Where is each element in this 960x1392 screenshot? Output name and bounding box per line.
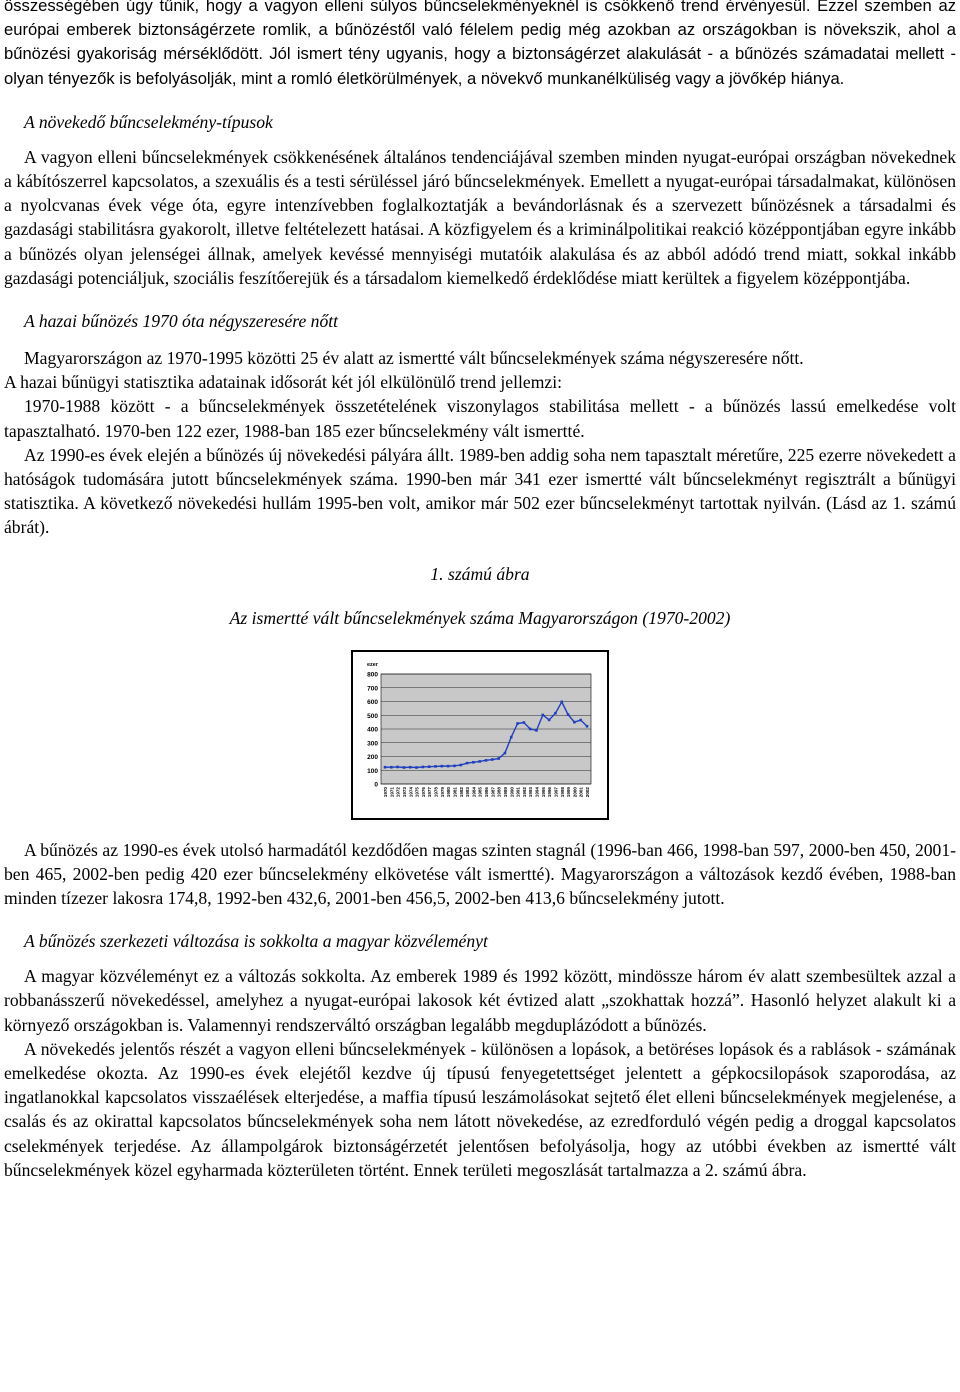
x-tick-label: 1972	[395, 786, 401, 797]
x-tick-label: 1981	[452, 786, 458, 797]
x-tick-label: 1990	[509, 786, 515, 797]
data-point	[548, 718, 551, 721]
x-tick-label: 1997	[553, 786, 559, 797]
data-point	[516, 722, 519, 725]
x-tick-label: 2002	[585, 786, 590, 797]
y-tick-label: 0	[374, 781, 378, 789]
paragraph: 1970-1988 között - a bűncselekmények összetételének viszonylagos stabilitása mellett - a bűnözés lassú emelkedése volt tapasztalható. 1970-ben 122 ezer, 1988-ban 185 ezer bűncselekmény vált ismertté.	[4, 396, 956, 441]
x-tick-label: 1995	[540, 786, 546, 797]
data-point	[579, 718, 582, 721]
data-point	[586, 725, 589, 728]
data-point	[472, 761, 475, 764]
y-tick-label: 800	[367, 671, 378, 679]
data-point	[497, 757, 500, 760]
x-tick-label: 1970	[383, 786, 388, 797]
data-point	[523, 721, 526, 724]
x-tick-label: 1992	[521, 786, 527, 797]
x-tick-label: 1983	[465, 786, 471, 797]
crime-line-chart	[353, 652, 607, 818]
x-tick-label: 1988	[496, 786, 502, 797]
figure-title: Az ismertté vált bűncselekmények száma Magyarországon (1970-2002)	[229, 607, 731, 628]
data-point	[504, 751, 507, 754]
y-tick-label: 300	[367, 739, 378, 747]
x-tick-label: 1982	[458, 786, 464, 797]
x-tick-label: 1973	[401, 786, 407, 797]
data-point	[384, 766, 387, 769]
x-tick-label: 1989	[502, 786, 508, 797]
x-tick-label: 1978	[433, 786, 439, 797]
data-point	[529, 727, 532, 730]
y-tick-label: 200	[367, 753, 378, 761]
data-point	[567, 713, 570, 716]
x-tick-label: 1975	[414, 786, 420, 797]
x-tick-label: 1985	[477, 786, 483, 797]
x-tick-label: 1980	[446, 786, 452, 797]
crime-chart-frame	[351, 650, 609, 820]
x-tick-label: 1987	[490, 786, 496, 797]
x-tick-label: 1986	[484, 786, 489, 797]
paragraph: A bűnözés az 1990-es évek utolsó harmadától kezdődően magas szinten stagnál (1996-ban 466, 1998-ban 597, 2000-ben 450, 2001-ben 465, 2002-ben pedig 420 ezer bűncselekmény elkövetése vált ismertté). Magyarországon a változások kezdő évében, 1988-ban minden tízezer lakosra 174,8, 1992-ben 432,6, 2001-ben 456,5, 2002-ben 413,6 bűncselekmény jutott.	[4, 839, 956, 909]
data-point	[409, 766, 412, 769]
y-tick-label: 400	[367, 726, 378, 734]
section-heading-fourfold-growth: A hazai bűnözés 1970 óta négyszeresére nőtt	[24, 311, 339, 332]
x-tick-label: 1994	[534, 786, 540, 797]
data-point	[441, 764, 444, 767]
y-tick-label: 700	[367, 684, 378, 692]
y-axis-label: ezer	[367, 661, 379, 668]
intro-paragraph: összességében úgy tűnik, hogy a vagyon elleni súlyos bűncselekményeknél is csökkenő trend érvényesül. Ezzel szemben az európai emberek biztonságérzete romlik, a bűnözéstől való félelem pedig még azokban az országokban is növekszik, ahol a bűnözési gyakoriság mérséklődött. Jól ismert tény ugyanis, hogy a biztonságérzet alakulását - a bűnözés számadatai mellett - olyan tényezők is befolyásolják, mint a romló életkörülmények, a növekvő munkanélküliség vagy a jövőkép hiánya.	[4, 0, 956, 88]
data-point	[554, 712, 557, 715]
x-tick-label: 1984	[471, 786, 477, 797]
data-point	[396, 765, 399, 768]
document-page	[4, 0, 956, 1182]
data-point	[478, 760, 481, 763]
x-tick-label: 2000	[572, 786, 578, 797]
paragraph: Az 1990-es évek elején a bűnözés új növekedési pályára állt. 1989-ben addig soha nem tapasztalt méretűre, 225 ezerre növekedett a hatóságok tudomására jutott bűncselekmények száma. 1990-ben már 341 ezer ismertté vált bűncselekményt regisztrált a bűnügyi statisztika. A következő növekedési hullám 1995-ben volt, amikor már 502 ezer bűncselekményt tartottak nyilván. (Lásd az 1. számú ábrát).	[4, 444, 956, 538]
section-heading-growing-crime-types: A növekedő bűncselekmény-típusok	[24, 111, 273, 132]
data-point	[510, 735, 513, 738]
data-point	[447, 764, 450, 767]
y-tick-label: 100	[367, 767, 378, 775]
x-tick-label: 1971	[389, 786, 395, 797]
paragraph: A hazai bűnügyi statisztika adatainak idősorát két jól elkülönülő trend jellemzi:	[4, 372, 562, 393]
data-point	[485, 759, 488, 762]
paragraph: Magyarországon az 1970-1995 közötti 25 év alatt az ismertté vált bűncselekmények száma négyszeresére nőtt.	[24, 348, 804, 369]
x-tick-label: 1991	[515, 786, 521, 797]
data-point	[415, 766, 418, 769]
data-point	[403, 766, 406, 769]
y-tick-label: 500	[367, 712, 378, 720]
data-point	[422, 765, 425, 768]
data-point	[453, 764, 456, 767]
data-point	[560, 700, 563, 703]
data-point	[434, 765, 437, 768]
data-point	[535, 729, 538, 732]
data-point	[542, 713, 545, 716]
data-point	[466, 761, 469, 764]
data-point	[428, 765, 431, 768]
data-point	[573, 720, 576, 723]
x-tick-label: 1998	[559, 786, 565, 797]
data-point	[390, 766, 393, 769]
y-tick-label: 600	[367, 698, 378, 706]
paragraph: A növekedés jelentős részét a vagyon elleni bűncselekmények - különösen a lopások, a betöréses lopások és a rablások - számának emelkedése okozta. Az 1990-es évek elejétől kezdve új típusú fenyegetettséget jelentett a gépkocsilopások szaporodása, az ingatlanokkal kapcsolatos visszaélések elterjedése, a maffia típusú leszámolásokat sejtető élet elleni bűncselekmények megjelenése, a csalás és az okirattal kapcsolatos bűncselekmények soha nem látott növekedése, az ezredforduló végén pedig a droggal kapcsolatos cselekmények terjedése. Az állampolgárok biztonságérzetét jelentősen befolyásolja, hogy az utóbbi években az ismertté vált bűncselekmények közel egyharmada közterületen történt. Ennek területi megoszlását tartalmazza a 2. számú ábra.	[4, 1038, 956, 1180]
paragraph: A vagyon elleni bűncselekmények csökkenésének általános tendenciájával szemben minden nyugat-európai országban növekednek a kábítószerrel kapcsolatos, a szexuális és a testi sérüléssel járó bűncselekmények. Emellett a nyugat-európai társadalmakat, különösen a nyolcvanas évek vége óta, egyre intenzívebben foglalkoztatják a bevándorlásnak és a szervezett bűnözésnek a társadalmi és gazdasági stabilitásra gyakorolt, illetve feltételezett hatásai. A közfigyelem és a kriminálpolitikai reakció középpontjában egyre inkább a bűnözés olyan jelenségei állnak, amelyek kevéssé mennyiségi mutatóik alakulása és az abból adódó trend miatt, sokkal inkább gazdasági potenciáljuk, szociális feszítőerejük és a társadalom kiemelkedő érdeklődése miatt kerültek a figyelem középpontjába.	[4, 146, 956, 288]
paragraph: A magyar közvéleményt ez a változás sokkolta. Az emberek 1989 és 1992 között, mindössze három év alatt szembesültek azzal a robbanásszerű növekedéssel, amelyhez a nyugat-európai lakosok két évtized alatt „szokhattak hozzá”. Hasonló helyzet alakult ki a környező országokban is. Valamennyi rendszerváltó országban legalább megduplázódott a bűnözés.	[4, 966, 956, 1035]
x-tick-label: 2001	[578, 786, 584, 797]
x-tick-label: 1993	[528, 786, 534, 797]
data-point	[459, 763, 462, 766]
section-heading-structural-change: A bűnözés szerkezeti változása is sokkolta a magyar közvéleményt	[24, 931, 488, 952]
x-tick-label: 1979	[439, 786, 445, 797]
x-tick-label: 1977	[427, 786, 433, 797]
x-tick-label: 1999	[566, 786, 572, 797]
x-tick-label: 1976	[420, 786, 426, 797]
x-tick-label: 1996	[547, 786, 553, 797]
data-point	[491, 758, 494, 761]
x-tick-label: 1974	[408, 786, 414, 797]
figure-number: 1. számú ábra	[430, 563, 530, 584]
